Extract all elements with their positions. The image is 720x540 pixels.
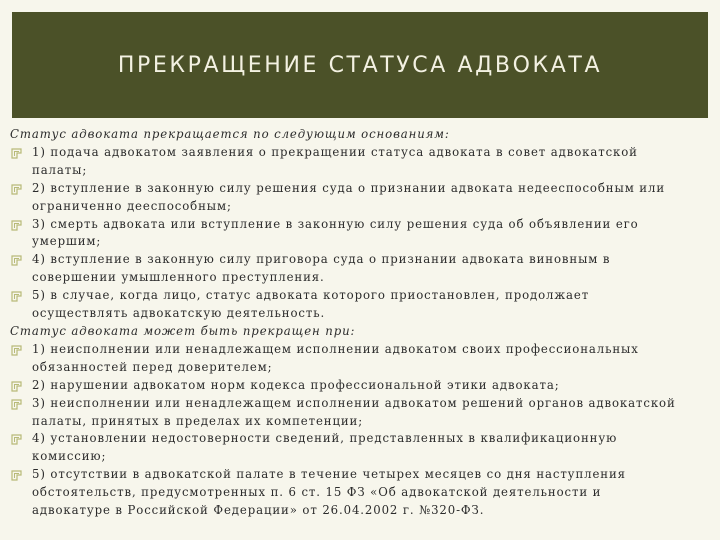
list-item — [10, 377, 710, 395]
bullet-icon — [11, 148, 22, 159]
list-item-line: 5) в случае, когда лицо, статус адвоката которого приостановлен, продолжает — [32, 288, 590, 303]
list-item — [10, 341, 710, 377]
list-item — [10, 251, 710, 287]
section-1-list — [10, 144, 710, 323]
list-item — [10, 287, 710, 323]
list-item-line: 3) смерть адвоката или вступление в законную силу решения суда об объявлении его — [32, 216, 639, 231]
list-item — [10, 144, 710, 180]
bullet-icon — [11, 291, 22, 302]
bullet-icon — [11, 399, 22, 410]
list-item-line: 5) отсутствии в адвокатской палате в течение четырех месяцев со дня наступления — [32, 467, 626, 482]
bullet-icon — [11, 345, 22, 356]
list-item-line: 1) подача адвокатом заявления о прекращении статуса адвоката в совет адвокатской — [32, 144, 638, 159]
list-item-line: адвокатуре в Российской Федерации» от 26.04.2002 г. №320-ФЗ. — [32, 503, 485, 518]
list-item-line: совершении умышленного преступления. — [32, 270, 325, 285]
list-item-line: 3) неисполнении или ненадлежащем исполнении адвокатом решений органов адвокатской — [32, 395, 676, 410]
list-item — [10, 180, 710, 216]
list-item-line: 1) неисполнении или ненадлежащем исполнении адвокатом своих профессиональных — [32, 341, 639, 356]
list-item-line: 4) установлении недостоверности сведений, представленных в квалификационную — [32, 431, 618, 446]
list-item-line: комиссию; — [32, 449, 107, 464]
list-item-line: осуществлять адвокатскую деятельность. — [32, 306, 326, 321]
section-1-heading: Статус адвоката прекращается по следующим основаниям: — [10, 127, 450, 141]
list-item — [10, 216, 710, 252]
list-item — [10, 395, 710, 431]
list-item-line: палаты; — [32, 162, 88, 177]
list-item — [10, 466, 710, 520]
slide-title: ПРЕКРАЩЕНИЕ СТАТУСА АДВОКАТА — [117, 52, 603, 78]
list-item — [10, 430, 710, 466]
list-item-line: 2) вступление в законную силу решения суда о признании адвоката недееспособным или — [32, 180, 666, 195]
list-item-line: 4) вступление в законную силу приговора суда о признании адвоката виновным в — [32, 252, 611, 267]
bullet-icon — [11, 470, 22, 481]
slide-content — [10, 126, 710, 520]
bullet-icon — [11, 381, 22, 392]
list-item-line: палаты, принятых в пределах их компетенции; — [32, 413, 364, 428]
list-item-line: обязанностей перед доверителем; — [32, 359, 273, 374]
bullet-icon — [11, 255, 22, 266]
section-2-list — [10, 341, 710, 520]
bullet-icon — [11, 434, 22, 445]
section-2-heading: Статус адвоката может быть прекращен при: — [10, 323, 356, 338]
list-item-line: 2) нарушении адвокатом норм кодекса профессиональной этики адвоката; — [32, 377, 560, 392]
bullet-icon — [11, 220, 22, 231]
list-item-line: ограниченно дееспособным; — [32, 198, 232, 213]
list-item-line: обстоятельств, предусмотренных п. 6 ст. 15 ФЗ «Об адвокатской деятельности и — [32, 485, 602, 500]
list-item-line: умершим; — [32, 234, 102, 249]
bullet-icon — [11, 184, 22, 195]
title-bar — [12, 12, 708, 118]
